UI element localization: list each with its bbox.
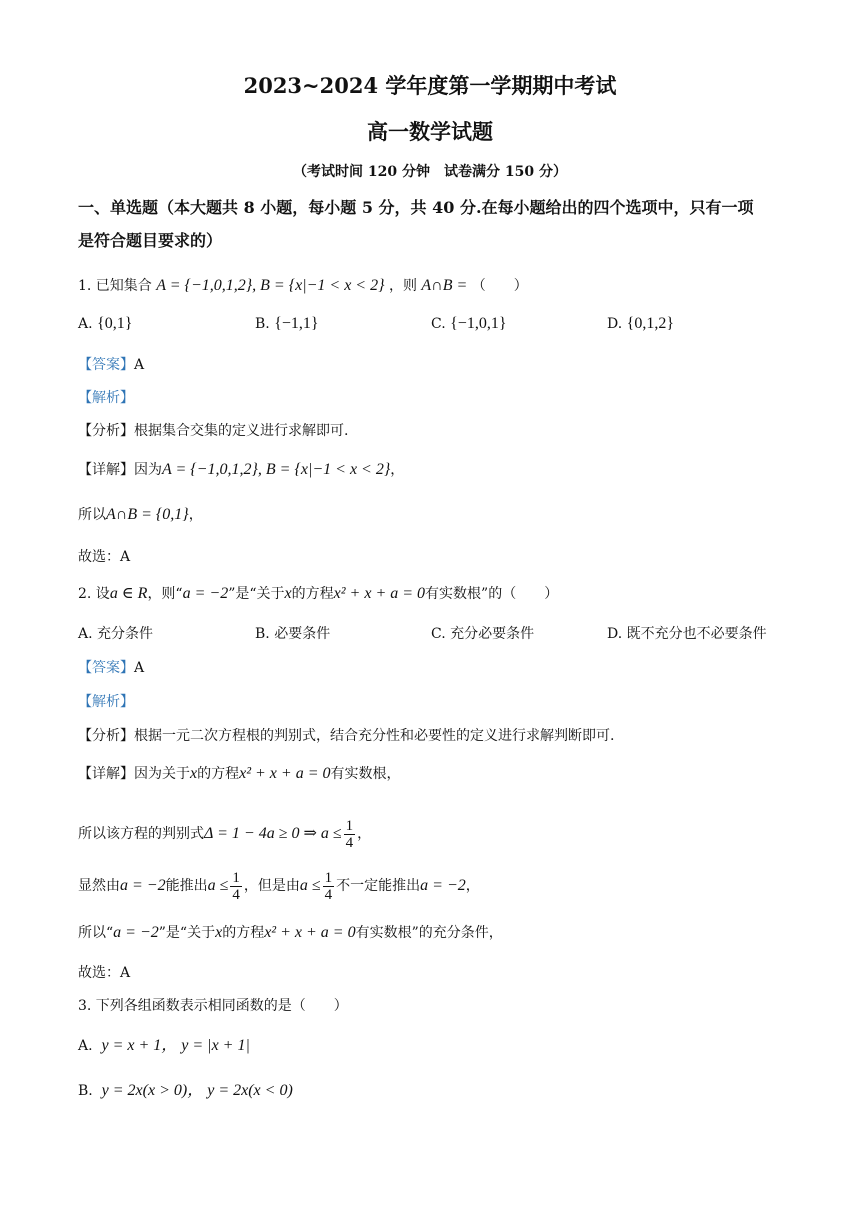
q2-math: x [284,585,292,602]
option-value: {−1,0,1} [450,315,507,332]
q2-option-a [78,624,153,644]
q1-suffix: ，则 [388,278,417,294]
detail-text: 的方程 [222,925,265,941]
fraction-numerator: 1 [232,869,240,886]
detail-text: 有实数根， [330,766,401,782]
q1-analysis-tag: 【解析】 [78,390,134,406]
q1-fenxi [78,421,348,441]
detail-tag: 【详解】 [78,766,134,782]
detail-math: a ≤ [299,877,321,894]
q2-choose: 故选：A [78,965,131,981]
fraction-denominator: 4 [345,834,354,851]
q2-text: ，则“ [147,586,183,602]
q2-answer [78,658,144,678]
q3-stem: 3. 下列各组函数表示相同函数的是（ ） [78,998,348,1014]
exam-info: （考试时间 120 分钟 试卷满分 150 分） [293,164,567,180]
exam-title: 2023~2024 学年度第一学期期中考试 [243,73,617,98]
so-expr: A∩B = {0,1} [106,506,189,523]
q2-text: 2. 设 [78,586,110,602]
fraction-numerator: 1 [345,817,354,834]
fraction-denominator: 4 [232,886,240,903]
q1-answer [78,355,144,375]
answer-value: A [134,357,145,373]
fenxi-tag: 【分析】 [78,728,134,744]
q2-stem [78,584,558,604]
q2-math: x² + x + a = 0 [333,585,426,602]
exam-subtitle: 高一数学试题 [367,119,493,144]
q2-math: a = −2 [182,585,229,602]
so-end: ， [188,507,203,523]
q1-ask: A∩B = [421,277,468,294]
detail-text: ， [465,878,480,894]
detail-text: ”是“关于 [158,925,216,941]
detail-text: 所以“ [78,925,114,941]
answer-tag: 【答案】 [78,357,134,373]
q2-option-b [255,624,330,644]
q1-option-b [255,314,319,334]
q2-reasoning [78,868,480,904]
fraction [344,818,356,851]
detail-math: x² + x + a = 0 [239,765,331,782]
detail-text: ， [357,826,372,842]
option-value: 既不充分也不必要条件 [626,626,767,642]
option-label: A. [78,316,93,332]
option-value: y = 2x(x > 0)， y = 2x(x < 0) [101,1082,293,1099]
q1-sets: A = {−1,0,1,2}, B = {x|−1 < x < 2} [156,277,385,294]
option-label: B. [78,1083,93,1099]
q1-option-d [607,314,674,334]
fraction-denominator: 4 [324,886,333,903]
option-label: D. [607,626,623,642]
q2-text: 的方程 [291,586,334,602]
q1-prefix: 1. 已知集合 [78,278,152,294]
option-label: C. [431,626,446,642]
option-label: C. [431,316,446,332]
q2-detail [78,764,401,784]
detail-math: x² + x + a = 0 [264,924,356,941]
q1-option-c [431,314,507,334]
answer-tag: 【答案】 [78,660,134,676]
q3-option-a [78,1036,250,1056]
detail-end: ， [390,462,405,478]
option-label: A. [78,626,93,642]
q1-detail [78,460,404,480]
q1-blank: （ ） [471,278,528,294]
detail-math: Δ = 1 − 4a ≥ 0 ⇒ a ≤ [204,825,342,842]
detail-math: a ≤ [207,877,229,894]
section-heading-line2: 是符合题目要求的） [78,231,223,250]
option-value: {−1,1} [274,315,319,332]
fenxi-text: 根据一元二次方程根的判别式，结合充分性和必要性的定义进行求解判断即可. [134,728,615,744]
fenxi-tag: 【分析】 [78,423,134,439]
section-heading-line1: 一、单选题（本大题共 8 小题，每小题 5 分，共 40 分.在每小题给出的四个选项中，只有一项 [78,198,754,217]
option-value: 充分必要条件 [450,626,535,642]
q2-text: ”是“关于 [228,586,285,602]
detail-math: x [190,765,198,782]
q2-option-c [431,624,534,644]
detail-text: 的方程 [197,766,240,782]
detail-text: 显然由 [78,878,120,894]
q2-analysis-tag: 【解析】 [78,694,134,710]
q2-text: 有实数根”的（ ） [425,586,559,602]
detail-text: 因为关于 [134,766,190,782]
so-text: 所以 [78,507,106,523]
q2-option-d [607,624,767,644]
fraction-numerator: 1 [324,869,333,886]
detail-math: a = −2 [120,877,166,894]
option-label: A. [78,1038,93,1054]
option-value: y = x + 1， y = |x + 1| [101,1037,250,1054]
fraction [323,870,335,903]
option-value: 必要条件 [274,626,331,642]
fraction [230,870,242,903]
detail-text: 有实数根”的充分条件， [355,925,503,941]
detail-text: 因为 [134,462,162,478]
detail-expr: A = {−1,0,1,2}, B = {x|−1 < x < 2} [162,461,391,478]
q2-discriminant [78,816,371,852]
detail-text: 能推出 [165,878,208,894]
detail-text: 不一定能推出 [336,878,421,894]
option-label: B. [255,316,270,332]
detail-math: a = −2 [420,877,466,894]
q1-stem [78,276,528,296]
q3-option-b [78,1081,293,1101]
q1-choose: 故选：A [78,549,131,565]
option-label: B. [255,626,270,642]
fenxi-text: 根据集合交集的定义进行求解即可. [134,423,349,439]
detail-math: x [215,924,223,941]
q1-option-a [78,314,132,334]
option-label: D. [607,316,623,332]
detail-text: 所以该方程的判别式 [78,826,204,842]
q2-conclusion [78,923,503,943]
q2-fenxi [78,726,614,746]
option-value: 充分条件 [97,626,154,642]
detail-text: ，但是由 [243,878,300,894]
q2-math: a ∈ R [109,585,148,602]
detail-math: a = −2 [113,924,159,941]
q1-conclusion [78,505,203,525]
option-value: {0,1} [97,315,133,332]
option-value: {0,1,2} [626,315,674,332]
detail-tag: 【详解】 [78,462,134,478]
answer-value: A [134,660,145,676]
